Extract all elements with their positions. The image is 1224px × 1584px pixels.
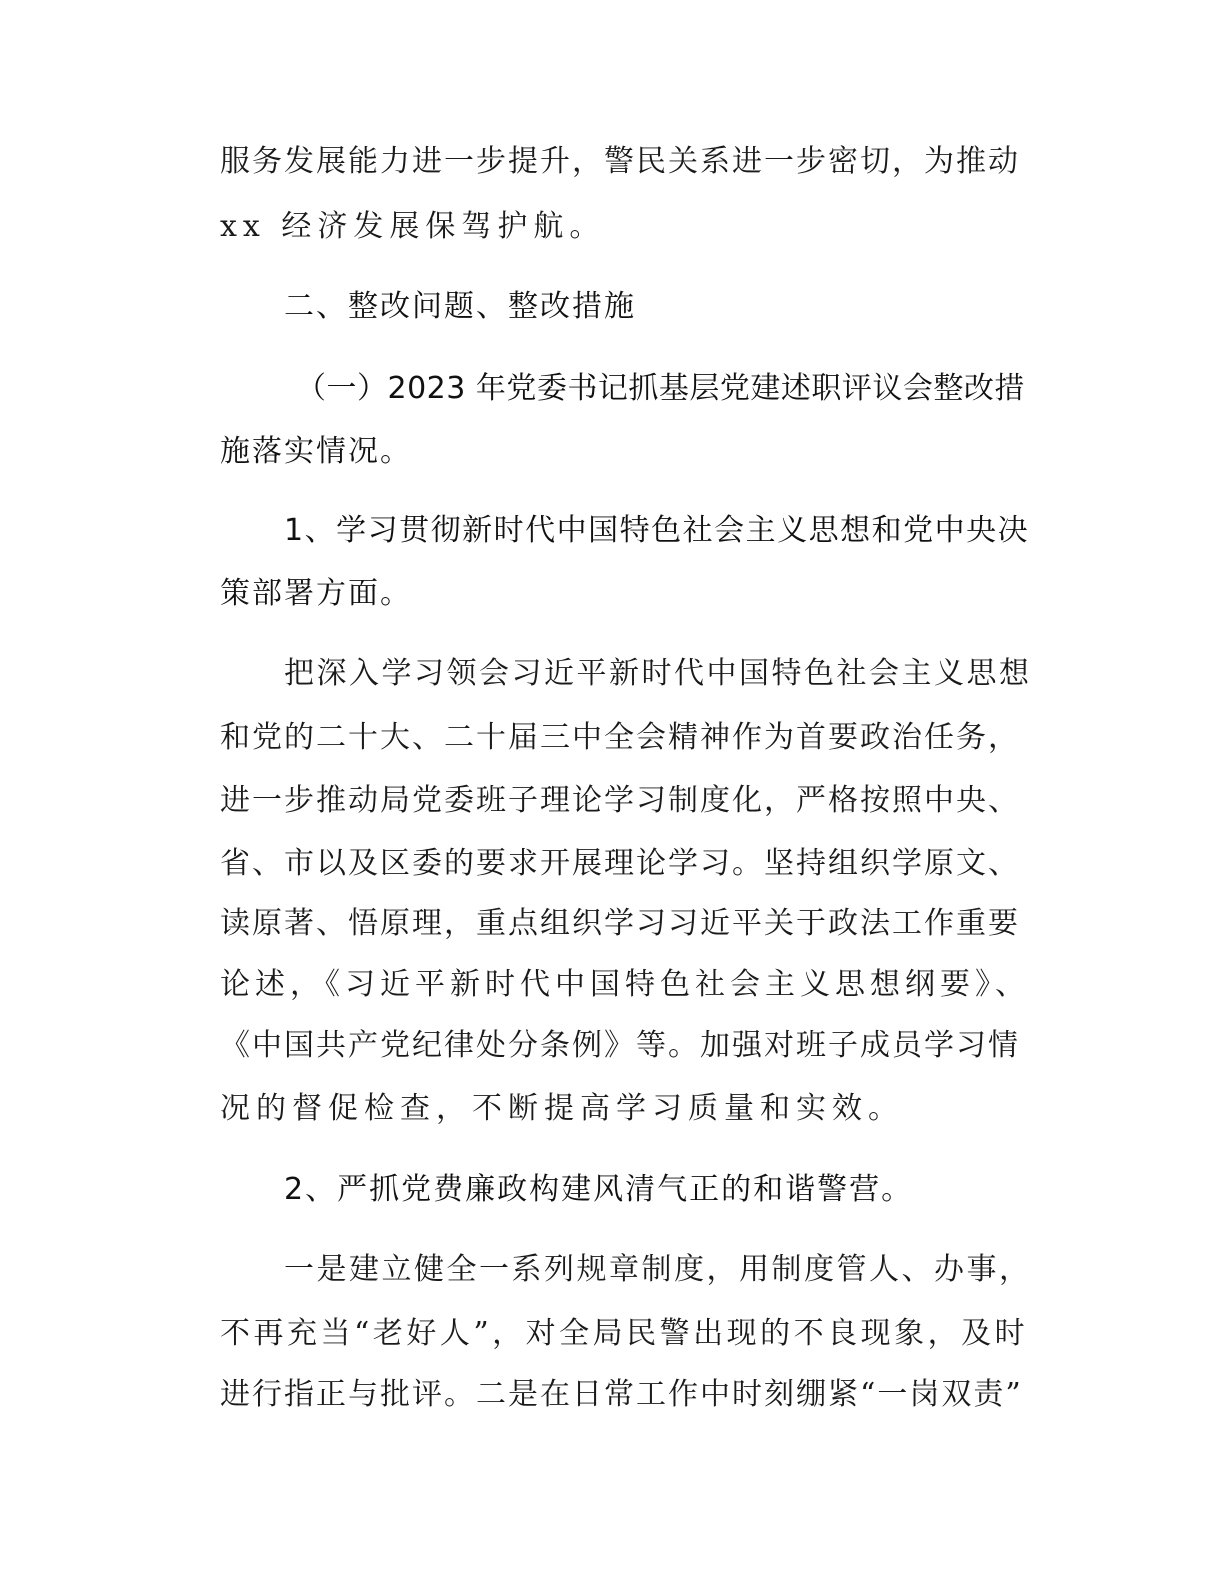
item-heading-1-cont: 策部署方面。 <box>220 576 412 611</box>
body-text-line: 论述，《习近平新时代中国特色社会主义思想纲要》、 <box>220 967 1030 1002</box>
body-text-line: 不再充当“老好人”，对全局民警出现的不良现象，及时 <box>220 1316 1029 1351</box>
body-text-line: 进行指正与批评。二是在日常工作中时刻绷紧“一岗双责” <box>220 1377 1023 1412</box>
body-text-line: xx 经济发展保驾护航。 <box>220 209 606 244</box>
body-text-line: 服务发展能力进一步提升，警民关系进一步密切，为推动 <box>220 144 1020 179</box>
item-heading-1: 1、学习贯彻新时代中国特色社会主义思想和党中央决 <box>284 513 1030 548</box>
section-heading: 二、整改问题、整改措施 <box>284 289 636 324</box>
body-text-line: 省、市以及区委的要求开展理论学习。坚持组织学原文、 <box>220 846 1020 881</box>
body-text-line: 《中国共产党纪律处分条例》等。加强对班子成员学习情 <box>220 1028 1020 1063</box>
item-heading-2: 2、严抓党费廉政构建风清气正的和谐警营。 <box>284 1172 914 1207</box>
subsection-heading: （一）2023 年党委书记抓基层党建述职评议会整改措 <box>296 371 1025 406</box>
body-text-line: 读原著、悟原理，重点组织学习习近平关于政法工作重要 <box>220 906 1020 941</box>
body-text-line: 把深入学习领会习近平新时代中国特色社会主义思想 <box>284 656 1032 691</box>
subsection-heading-cont: 施落实情况。 <box>220 434 412 469</box>
body-text-line: 一是建立健全一系列规章制度，用制度管人、办事， <box>284 1252 1032 1287</box>
body-text-line: 进一步推动局党委班子理论学习制度化，严格按照中央、 <box>220 783 1020 818</box>
body-text-line: 和党的二十大、二十届三中全会精神作为首要政治任务， <box>220 720 1020 755</box>
body-text-line: 况的督促检查，不断提高学习质量和实效。 <box>220 1091 904 1126</box>
